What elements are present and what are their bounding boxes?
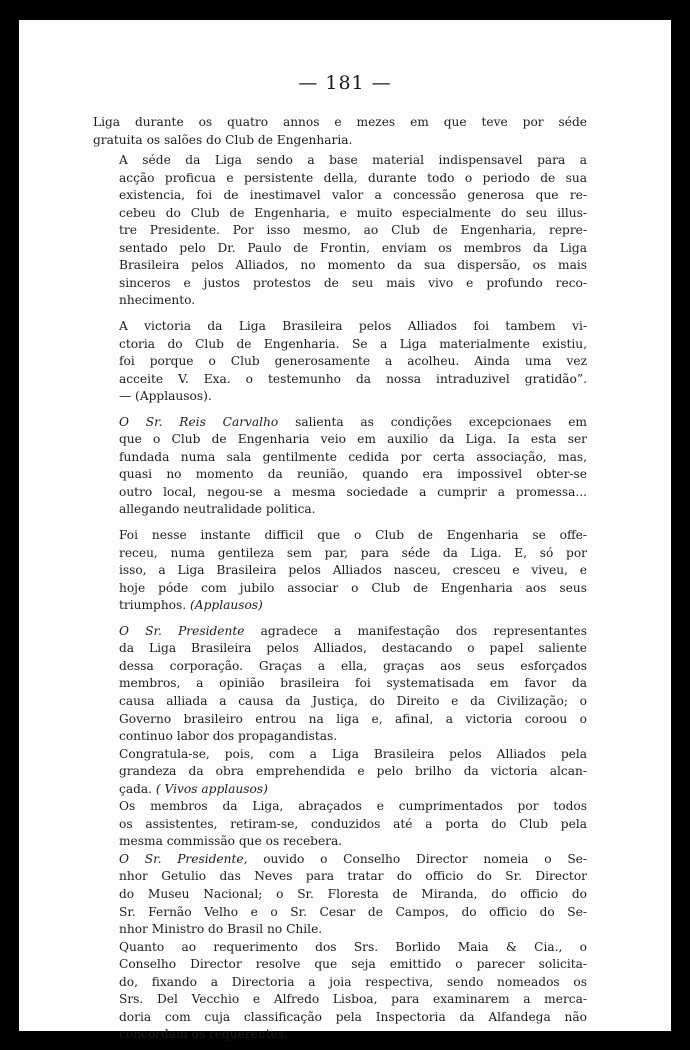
- text-line: outro local, negou-se a mesma sociedade a cumprir a promessa...: [119, 484, 587, 499]
- text-line: que o Club de Engenharia veio em auxilio da Liga. Ia esta ser: [119, 432, 587, 447]
- paragraph: [93, 318, 587, 406]
- text-line: Foi nesse instante difficil que o Club de Engenharia se offe-: [119, 528, 587, 543]
- text-line: Brasileira pelos Alliados, no momento da sua dispersão, os mais: [119, 258, 587, 273]
- paragraph: [93, 623, 587, 746]
- text-line: Congratula-se, pois, com a Liga Brasileira pelos Alliados pela: [119, 746, 587, 761]
- paragraph: [93, 746, 587, 799]
- paragraph: [93, 851, 587, 939]
- body-text: [93, 114, 587, 1044]
- text-line: membros, a opinião brasileira foi systematisada em favor da: [119, 676, 587, 691]
- text-line: causa alliada a causa da Justiça, do Direito e da Civilização; o: [119, 693, 587, 708]
- text-line: quasi no momento da reunião, quando era impossivel obter-se: [119, 467, 587, 482]
- paragraph: [93, 152, 587, 310]
- text-line: fundada numa sala gentilmente cedida por certa associação, mas,: [119, 449, 587, 464]
- text-line: acceite V. Exa. o testemunho da nossa intraduzivel gratidão”.: [119, 371, 587, 386]
- text-line: sentado pelo Dr. Paulo de Frontin, enviam os membros da Liga: [119, 240, 587, 255]
- text-line: [93, 597, 587, 615]
- speaker-name: O Sr. Presidente,: [119, 851, 248, 866]
- page-number: — 181 —: [298, 72, 392, 94]
- stage-direction: (Applausos): [190, 598, 263, 613]
- text-line: allegando neutralidade politica.: [119, 502, 316, 517]
- text-line: da Liga Brasileira pelos Alliados, destacando o papel saliente: [119, 641, 587, 656]
- text-line: doria com cuja classificação pela Inspectoria da Alfandega não: [119, 1009, 587, 1024]
- text-line: [93, 623, 587, 641]
- text-line: do Museu Nacional; o Sr. Floresta de Miranda, do officio do: [119, 886, 587, 901]
- text-fragment: agradece a manifestação dos representantes: [260, 623, 587, 638]
- text-line: Srs. Del Vecchio e Alfredo Lisboa, para examinarem a merca-: [119, 992, 587, 1007]
- text-line: [93, 851, 587, 869]
- text-line: receu, numa gentileza sem par, para séde da Liga. E, só por: [119, 545, 587, 560]
- text-line: [93, 414, 587, 432]
- text-fragment: salienta as condições excepcionaes em: [295, 414, 587, 429]
- text-line: cebeu do Club de Engenharia, e muito especialmente do seu illus-: [119, 205, 587, 220]
- paragraph: [93, 527, 587, 615]
- paragraph: [93, 939, 587, 1044]
- text-fragment: triumphos.: [119, 598, 187, 613]
- text-line: mesma commissão que os recebera.: [119, 834, 343, 849]
- text-line: hoje póde com jubilo associar o Club de Engenharia aos seus: [119, 580, 587, 595]
- text-line: foi porque o Club generosamente a acolheu. Ainda uma vez: [119, 354, 587, 369]
- text-line: A séde da Liga sendo a base material indispensavel para a: [119, 153, 587, 168]
- text-line: nhecimento.: [119, 293, 196, 308]
- text-line: A victoria da Liga Brasileira pelos Alliados foi tambem vi-: [119, 319, 587, 334]
- text-line: os assistentes, retiram-se, conduzidos até a porta do Club pela: [119, 816, 587, 831]
- paragraph: [93, 798, 587, 851]
- text-line: Os membros da Liga, abraçados e cumprimentados por todos: [119, 799, 587, 814]
- text-fragment: ouvido o Conselho Director nomeia o Se-: [263, 851, 587, 866]
- speaker-name: O Sr. Reis Carvalho: [119, 414, 279, 429]
- text-line: gratuita os salões do Club de Engenharia.: [93, 132, 353, 147]
- text-line: concordam os requerentes.: [119, 1027, 288, 1042]
- stage-direction: ( Vivos applausos): [155, 781, 268, 796]
- text-line: ctoria do Club de Engenharia. Se a Liga materialmente existiu,: [119, 336, 587, 351]
- text-line: isso, a Liga Brasileira pelos Alliados nasceu, cresceu e viveu, e: [119, 563, 587, 578]
- text-line: — (Applausos).: [119, 389, 212, 404]
- text-line: dessa corporação. Graças a ella, graças aos seus esforçados: [119, 658, 587, 673]
- page-sheet: [19, 20, 671, 1042]
- text-line: existencia, foi de inestimavel valor a concessão generosa que re-: [119, 188, 587, 203]
- text-line: nhor Ministro do Brasil no Chile.: [119, 922, 323, 937]
- text-line: Governo brasileiro entrou na liga e, afinal, a victoria coroou o: [119, 711, 587, 726]
- text-line: [93, 781, 587, 799]
- text-line: continuo labor dos propagandistas.: [119, 729, 338, 744]
- text-line: sinceros e justos protestos de seu mais vivo e profundo reco-: [119, 275, 587, 290]
- text-line: Sr. Fernão Velho e o Sr. Cesar de Campos, do officio do Se-: [119, 904, 587, 919]
- text-line: Quanto ao requerimento dos Srs. Borlido Maia & Cia., o: [119, 939, 587, 954]
- speaker-name: O Sr. Presidente: [119, 623, 245, 638]
- text-line: grandeza da obra emprehendida e pelo brilho da victoria alcan-: [119, 764, 587, 779]
- text-line: acção proficua e persistente della, durante todo o periodo de sua: [119, 170, 587, 185]
- text-line: Conselho Director resolve que seja emittido o parecer solicita-: [119, 957, 587, 972]
- text-line: do, fixando a Directoria a joia respectiva, sendo nomeados os: [119, 974, 587, 989]
- text-line: Liga durante os quatro annos e mezes em que teve por séde: [93, 115, 587, 129]
- text-fragment: çada.: [119, 781, 153, 796]
- paragraph: [93, 414, 587, 519]
- text-line: tre Presidente. Por isso mesmo, ao Club de Engenharia, repre-: [119, 223, 587, 238]
- paragraph: [93, 114, 587, 149]
- text-line: nhor Getulio das Neves para tratar do officio do Sr. Director: [119, 869, 587, 884]
